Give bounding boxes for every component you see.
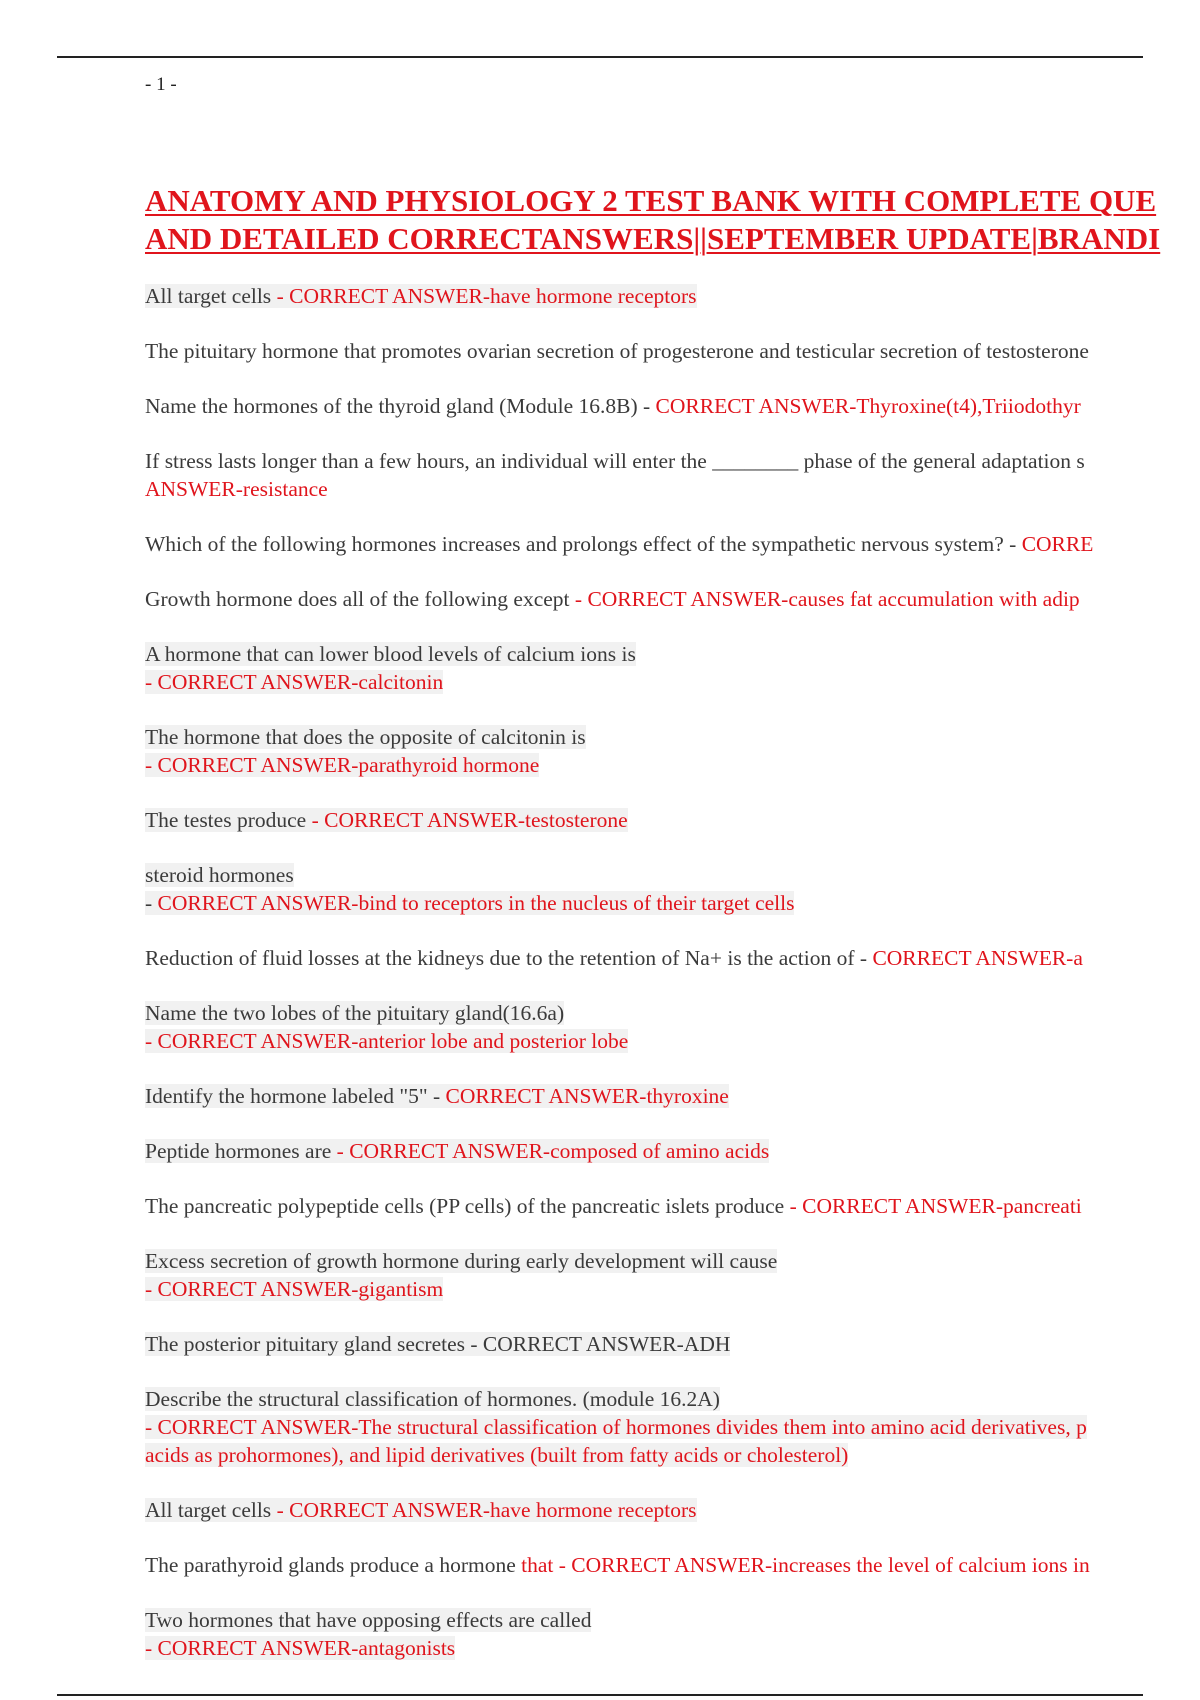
qa-item-20	[145, 1551, 1200, 1579]
qa-item-21	[145, 1606, 1200, 1662]
answer: - CORRECT ANSWER-have hormone receptors	[276, 1498, 697, 1522]
qa-item-6	[145, 585, 1200, 613]
title-line-2: AND DETAILED CORRECTANSWERS||SEPTEMBER UPDATE|BRANDI	[145, 221, 1161, 256]
question: The testes produce	[145, 808, 312, 832]
bottom-rule	[57, 1694, 1143, 1696]
qa-item-4	[145, 447, 1200, 503]
question: Name the hormones of the thyroid gland (Module 16.8B) -	[145, 394, 656, 418]
question: Peptide hormones are	[145, 1139, 337, 1163]
answer: - CORRECT ANSWER-anterior lobe and posterior lobe	[145, 1029, 629, 1053]
qa-item-13	[145, 1082, 1200, 1110]
page-number: - 1 -	[145, 74, 177, 95]
qa-item-19	[145, 1496, 1200, 1524]
qa-item-3	[145, 392, 1200, 420]
answer: CORRECT ANSWER-a	[872, 946, 1083, 970]
answer: CORRE	[1021, 532, 1094, 556]
qa-list	[145, 282, 1200, 1662]
question: Name the two lobes of the pituitary gland(16.6a)	[145, 1001, 565, 1025]
qa-item-10: steroid hormones - CORRECT ANSWER-bind to receptors in the nucleus of their target cells	[145, 863, 795, 915]
question: All target cells	[145, 1498, 277, 1522]
qa-item-18	[145, 1385, 1200, 1469]
document-body	[145, 182, 1200, 1689]
question: The pituitary hormone that promotes ovarian secretion of progesterone and testicular secretion of testosterone	[145, 339, 1089, 363]
qa-item-17	[145, 1330, 1200, 1358]
answer: - CORRECT ANSWER-calcitonin	[145, 670, 444, 694]
question: Growth hormone does all of the following except	[145, 587, 575, 611]
question: The posterior pituitary gland secretes - CORRECT ANSWER-ADH	[145, 1332, 731, 1356]
qa-item-14	[145, 1137, 1200, 1165]
question: Excess secretion of growth hormone during early development will cause	[145, 1249, 778, 1273]
answer: CORRECT ANSWER-bind to receptors in the nucleus of their target cells	[157, 891, 795, 915]
question: Which of the following hormones increases and prolongs effect of the sympathetic nervous system? -	[145, 532, 1022, 556]
top-rule	[57, 56, 1143, 58]
title-line-1: ANATOMY AND PHYSIOLOGY 2 TEST BANK WITH COMPLETE QUE	[145, 183, 1157, 218]
qa-item-9	[145, 806, 1200, 834]
answer: CORRECT ANSWER-Thyroxine(t4),Triiodothyr	[655, 394, 1081, 418]
question: The hormone that does the opposite of calcitonin is	[145, 725, 586, 749]
answer: - CORRECT ANSWER-parathyroid hormone	[145, 753, 540, 777]
qa-item-16	[145, 1247, 1200, 1303]
answer: - CORRECT ANSWER-gigantism	[145, 1277, 444, 1301]
answer: - CORRECT ANSWER-composed of amino acids	[336, 1139, 770, 1163]
answer: ANSWER-resistance	[145, 477, 328, 501]
qa-item-2	[145, 337, 1200, 365]
answer: - CORRECT ANSWER-have hormone receptors	[276, 284, 697, 308]
question: A hormone that can lower blood levels of calcium ions is	[145, 642, 636, 666]
qa-item-7	[145, 640, 1200, 696]
document-title	[145, 182, 1200, 258]
qa-item-8	[145, 723, 1200, 779]
answer: - CORRECT ANSWER-testosterone	[311, 808, 628, 832]
answer: - CORRECT ANSWER-causes fat accumulation with adip	[574, 587, 1080, 611]
qa-item-11	[145, 944, 1200, 972]
qa-item-5	[145, 530, 1200, 558]
qa-item-1	[145, 282, 1200, 310]
question: The parathyroid glands produce a hormone	[145, 1553, 522, 1577]
qa-item-12	[145, 999, 1200, 1055]
answer: that - CORRECT ANSWER-increases the level of calcium ions in	[521, 1553, 1090, 1577]
answer-continued: acids as prohormones), and lipid derivatives (built from fatty acids or cholesterol)	[145, 1443, 849, 1467]
question: Describe the structural classification of hormones. (module 16.2A)	[145, 1387, 720, 1411]
answer: - CORRECT ANSWER-antagonists	[145, 1636, 456, 1660]
qa-item-15	[145, 1192, 1200, 1220]
question: If stress lasts longer than a few hours, an individual will enter the ________ phase of the general adaptation s	[145, 449, 1085, 473]
question: The pancreatic polypeptide cells (PP cells) of the pancreatic islets produce	[145, 1194, 790, 1218]
question: steroid hormones	[145, 863, 294, 887]
answer: - CORRECT ANSWER-The structural classification of hormones divides them into amino acid derivatives, p	[145, 1415, 1087, 1439]
question: Identify the hormone labeled "5" -	[145, 1084, 446, 1108]
question: All target cells	[145, 284, 277, 308]
question: Reduction of fluid losses at the kidneys due to the retention of Na+ is the action of -	[145, 946, 873, 970]
answer: CORRECT ANSWER-thyroxine	[445, 1084, 729, 1108]
answer: - CORRECT ANSWER-pancreati	[789, 1194, 1082, 1218]
question: Two hormones that have opposing effects are called	[145, 1608, 592, 1632]
